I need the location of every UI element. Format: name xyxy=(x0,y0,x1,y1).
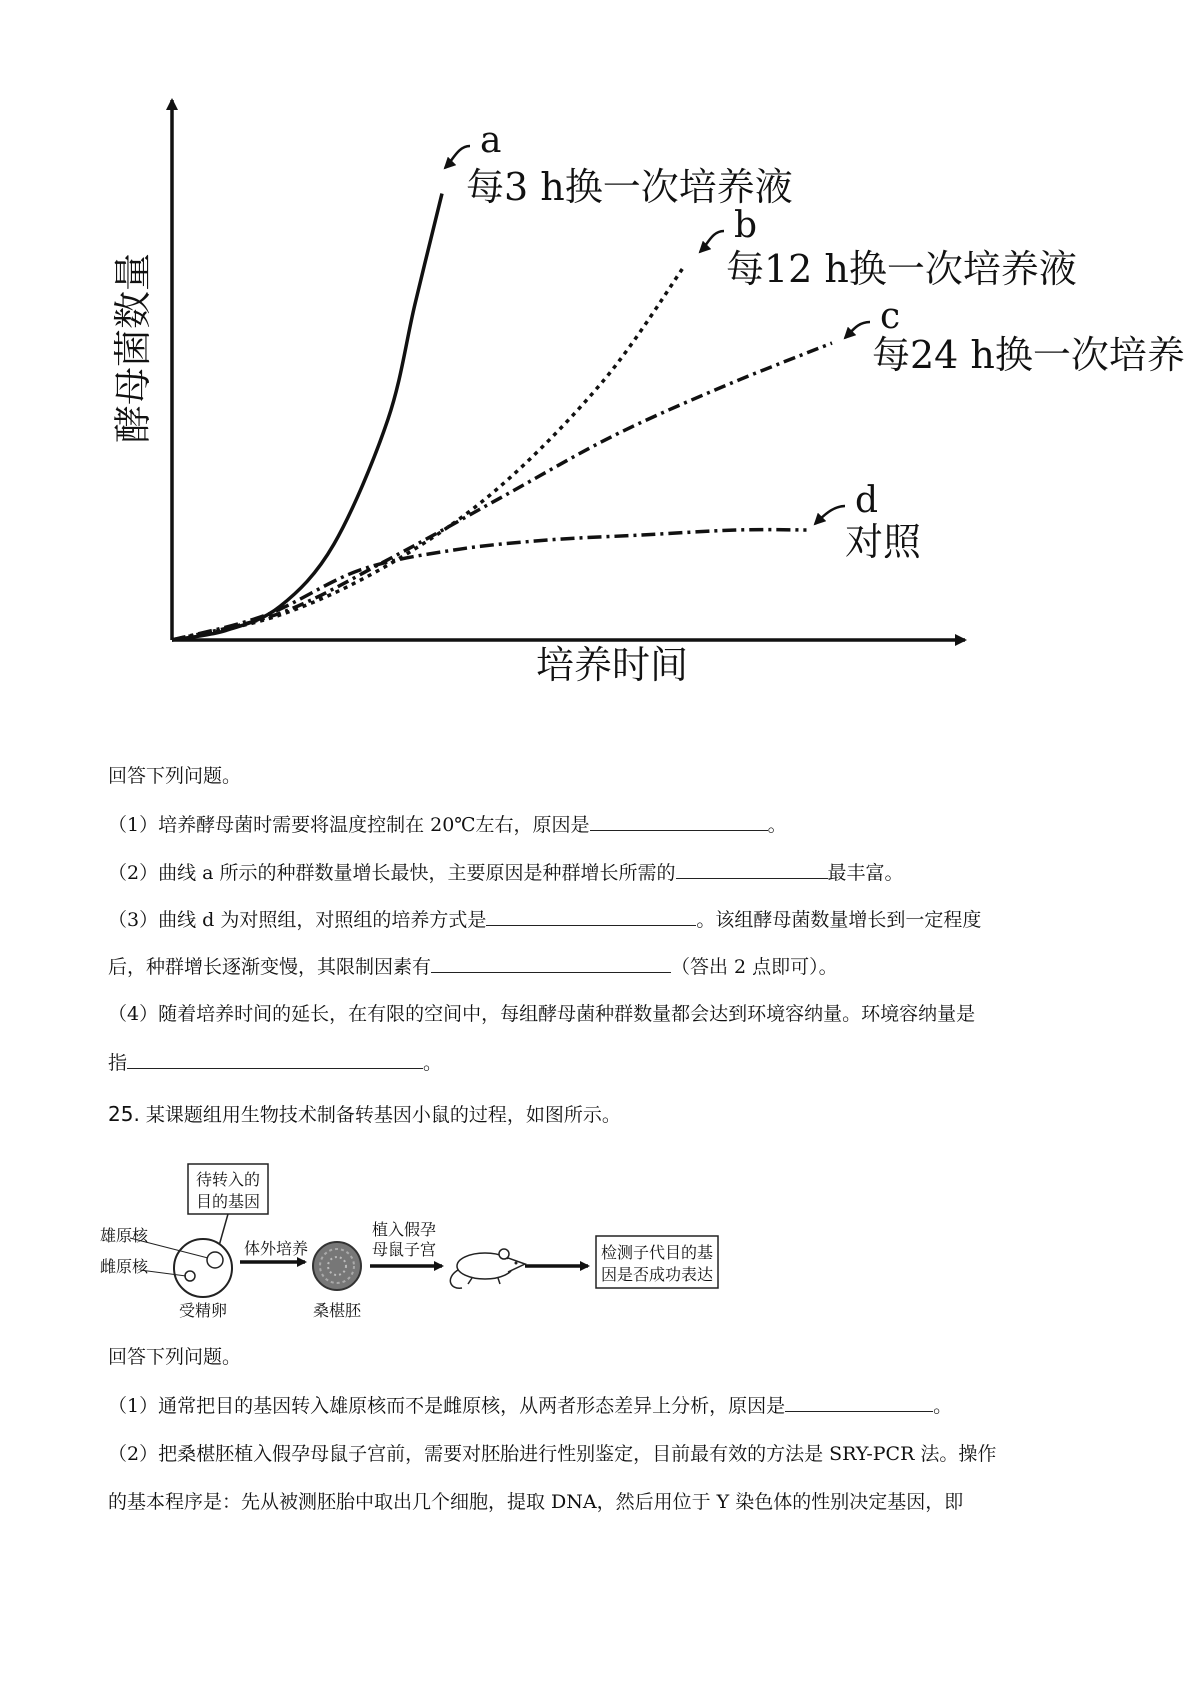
result-box-line2: 因是否成功表达 xyxy=(600,1265,714,1284)
series-label-c: 每24 h换一次培养 xyxy=(872,333,1185,377)
q24-intro: 回答下列问题。 xyxy=(108,765,242,787)
q25-intro: 回答下列问题。 xyxy=(108,1346,242,1368)
question-number: 25. xyxy=(108,1102,140,1126)
gene-box-line1: 待转入的 xyxy=(195,1170,261,1189)
series-letter-b: b xyxy=(734,205,758,246)
series-line-b xyxy=(172,265,685,640)
q24-part4: （4）随着培养时间的延长，在有限的空间中，每组酵母菌种群数量都会达到环境容纳量。环境容纳量是 xyxy=(108,1003,976,1025)
series-label-a: 每3 h换一次培养液 xyxy=(466,165,793,209)
morula-label: 桑椹胚 xyxy=(312,1301,362,1318)
x-axis-label: 培养时间 xyxy=(535,643,689,687)
series-letter-c: c xyxy=(880,296,901,337)
answer-blank-6[interactable] xyxy=(785,1393,933,1412)
q25-stem-line xyxy=(108,1102,621,1127)
series-line-d xyxy=(172,530,807,640)
growth-chart xyxy=(0,0,1200,700)
mouse-icon xyxy=(450,1249,525,1288)
female-pronucleus-icon xyxy=(185,1271,195,1281)
chart-labels-group xyxy=(445,120,1185,564)
q25-part1: （1）通常把目的基因转入雄原核而不是雌原核，从两者形态差异上分析，原因是 。 xyxy=(108,1395,953,1417)
answer-blank-3[interactable] xyxy=(486,907,696,926)
q24-part3-cont: 后，种群增长逐渐变慢，其限制因素有 （答出 2 点即可）。 xyxy=(108,956,838,978)
result-box-line1: 检测子代目的基 xyxy=(600,1243,714,1262)
y-axis-label: 酵母菌数量 xyxy=(111,252,155,444)
q25-part2: （2）把桑椹胚植入假孕母鼠子宫前，需要对胚胎进行性别鉴定，目前最有效的方法是 SRY-PCR 法。操作 xyxy=(108,1443,997,1465)
q24-part3: （3）曲线 d 为对照组，对照组的培养方式是 。该组酵母菌数量增长到一定程度 xyxy=(108,909,982,931)
series-label-b: 每12 h换一次培养液 xyxy=(726,247,1077,291)
series-letter-a: a xyxy=(480,120,502,161)
male-pronucleus-label: 雄原核 xyxy=(100,1226,149,1245)
series-line-a xyxy=(172,194,442,640)
q24-part2: （2）曲线 a 所示的种群数量增长最快，主要原因是种群增长所需的 最丰富。 xyxy=(108,862,904,884)
series-label-d: 对照 xyxy=(845,520,922,564)
q24-part4-cont: 指 。 xyxy=(108,1052,443,1074)
implant-label-line1: 植入假孕 xyxy=(372,1220,437,1239)
gene-box-line2: 目的基因 xyxy=(195,1192,261,1211)
q25-stem: 某课题组用生物技术制备转基因小鼠的过程，如图所示。 xyxy=(145,1104,621,1126)
series-line-c xyxy=(172,343,832,640)
series-letter-d: d xyxy=(855,480,879,521)
series-pointer-b xyxy=(700,231,724,252)
answer-blank-2[interactable] xyxy=(676,860,828,879)
series-pointer-d xyxy=(815,506,845,524)
fertilized-egg-icon xyxy=(174,1239,232,1297)
fertilized-egg-label: 受精卵 xyxy=(178,1301,228,1318)
series-pointer-c xyxy=(845,322,870,338)
q25-part2-cont: 的基本程序是：先从被测胚胎中取出几个细胞，提取 DNA，然后用位于 Y 染色体的性别决定基因，即 xyxy=(108,1491,964,1513)
answer-blank-4[interactable] xyxy=(431,954,671,973)
culture-label: 体外培养 xyxy=(244,1239,309,1258)
q24-part1: （1）培养酵母菌时需要将温度控制在 20℃左右，原因是 。 xyxy=(108,814,787,836)
female-pronucleus-label: 雌原核 xyxy=(100,1257,149,1276)
implant-label-line2: 母鼠子宫 xyxy=(372,1240,437,1259)
transgenic-mouse-diagram xyxy=(100,1148,820,1318)
answer-blank-1[interactable] xyxy=(590,812,768,831)
answer-blank-5[interactable] xyxy=(127,1050,423,1069)
male-pronucleus-icon xyxy=(207,1252,223,1268)
